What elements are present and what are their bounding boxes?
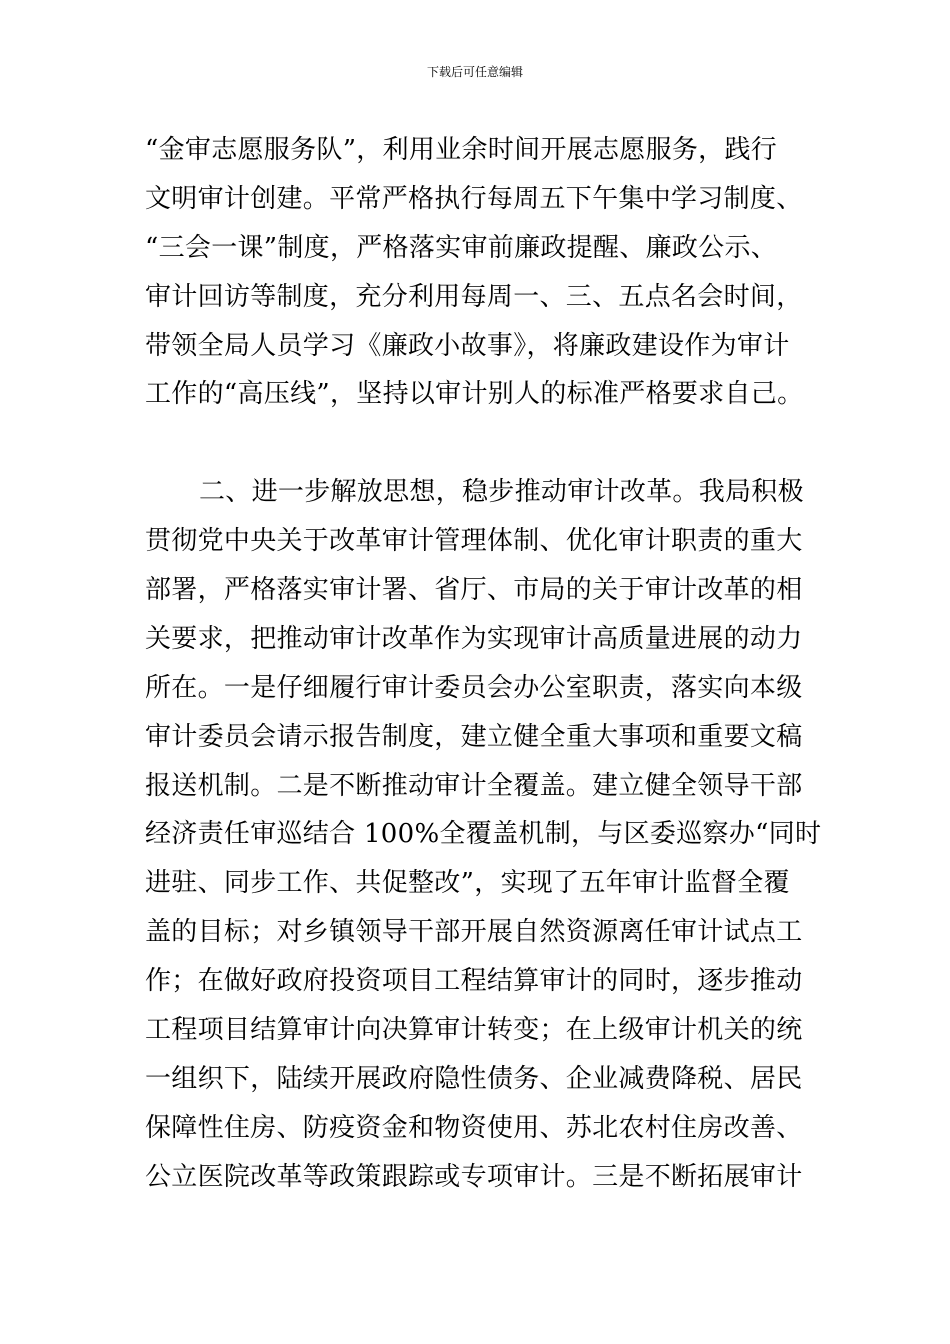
paragraph-line: 经济责任审巡结合 100%全覆盖机制，与区委巡察办“同时 — [145, 819, 822, 850]
paragraph-1 — [145, 126, 825, 419]
document-body — [145, 126, 825, 1202]
paragraph-line: 带领全局人员学习《廉政小故事》，将廉政建设作为审计 — [145, 330, 790, 361]
paragraph-line: 贯彻党中央关于改革审计管理体制、优化审计职责的重大 — [145, 526, 803, 557]
paragraph-line: 文明审计创建。平常严格执行每周五下午集中学习制度、 — [145, 183, 803, 214]
paragraph-line: 进驻、同步工作、共促整改”，实现了五年审计监督全覆 — [145, 868, 790, 899]
paragraph-line: 保障性住房、防疫资金和物资使用、苏北农村住房改善、 — [145, 1112, 803, 1143]
paragraph-line: 报送机制。二是不断推动审计全覆盖。建立健全领导干部 — [145, 770, 803, 801]
paragraph-line: 公立医院改革等政策跟踪或专项审计。三是不断拓展审计 — [145, 1161, 803, 1192]
paragraph-line: 二、进一步解放思想，稳步推动审计改革。我局积极 — [199, 477, 804, 508]
paragraph-line: 盖的目标；对乡镇领导干部开展自然资源离任审计试点工 — [145, 917, 803, 948]
paragraph-line: 工作的“高压线”，坚持以审计别人的标准严格要求自己。 — [145, 379, 804, 410]
paragraph-line: 审计委员会请示报告制度，建立健全重大事项和重要文稿 — [145, 721, 803, 752]
page-header: 下载后可任意编辑 — [426, 65, 523, 79]
paragraph-line: “三会一课”制度，严格落实审前廉政提醒、廉政公示、 — [145, 232, 778, 263]
paragraph-line: “金审志愿服务队”，利用业余时间开展志愿服务，践行 — [145, 135, 778, 165]
paragraph-spacer — [145, 419, 825, 468]
paragraph-line: 作；在做好政府投资项目工程结算审计的同时，逐步推动 — [145, 966, 803, 997]
paragraph-line: 关要求，把推动审计改革作为实现审计高质量进展的动力 — [145, 623, 803, 654]
paragraph-line: 所在。一是仔细履行审计委员会办公室职责，落实向本级 — [145, 672, 803, 703]
paragraph-line: 一组织下，陆续开展政府隐性债务、企业减费降税、居民 — [145, 1063, 803, 1094]
paragraph-line: 工程项目结算审计向决算审计转变；在上级审计机关的统 — [145, 1015, 803, 1046]
paragraph-line: 部署，严格落实审计署、省厅、市局的关于审计改革的相 — [145, 575, 803, 606]
paragraph-2 — [145, 468, 825, 1201]
paragraph-line: 审计回访等制度，充分利用每周一、三、五点名会时间， — [145, 281, 803, 312]
